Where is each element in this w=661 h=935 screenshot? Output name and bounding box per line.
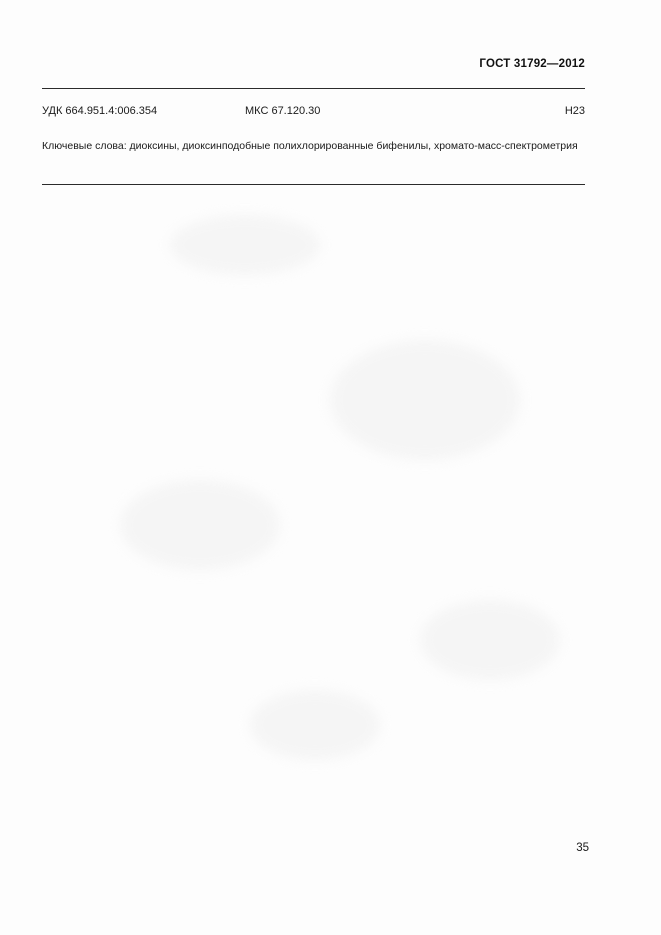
scan-artifact [120,480,280,570]
scan-artifact [250,690,380,760]
keywords-paragraph: Ключевые слова: диоксины, диоксинподобные полихлорированные бифенилы, хромато-масс-спектрометрия [42,140,578,152]
classification-row [42,105,585,121]
udk-code: УДК 664.951.4:006.354 [42,105,158,117]
standard-number-header: ГОСТ 31792—2012 [479,58,585,70]
header-divider-bottom [42,184,585,185]
scan-artifact [170,215,320,275]
group-code: Н23 [564,105,585,117]
scan-artifact [420,600,560,680]
mks-code: МКС 67.120.30 [245,105,321,117]
header-divider-top [42,88,585,89]
scan-artifact [330,340,520,460]
page-number: 35 [576,842,589,854]
